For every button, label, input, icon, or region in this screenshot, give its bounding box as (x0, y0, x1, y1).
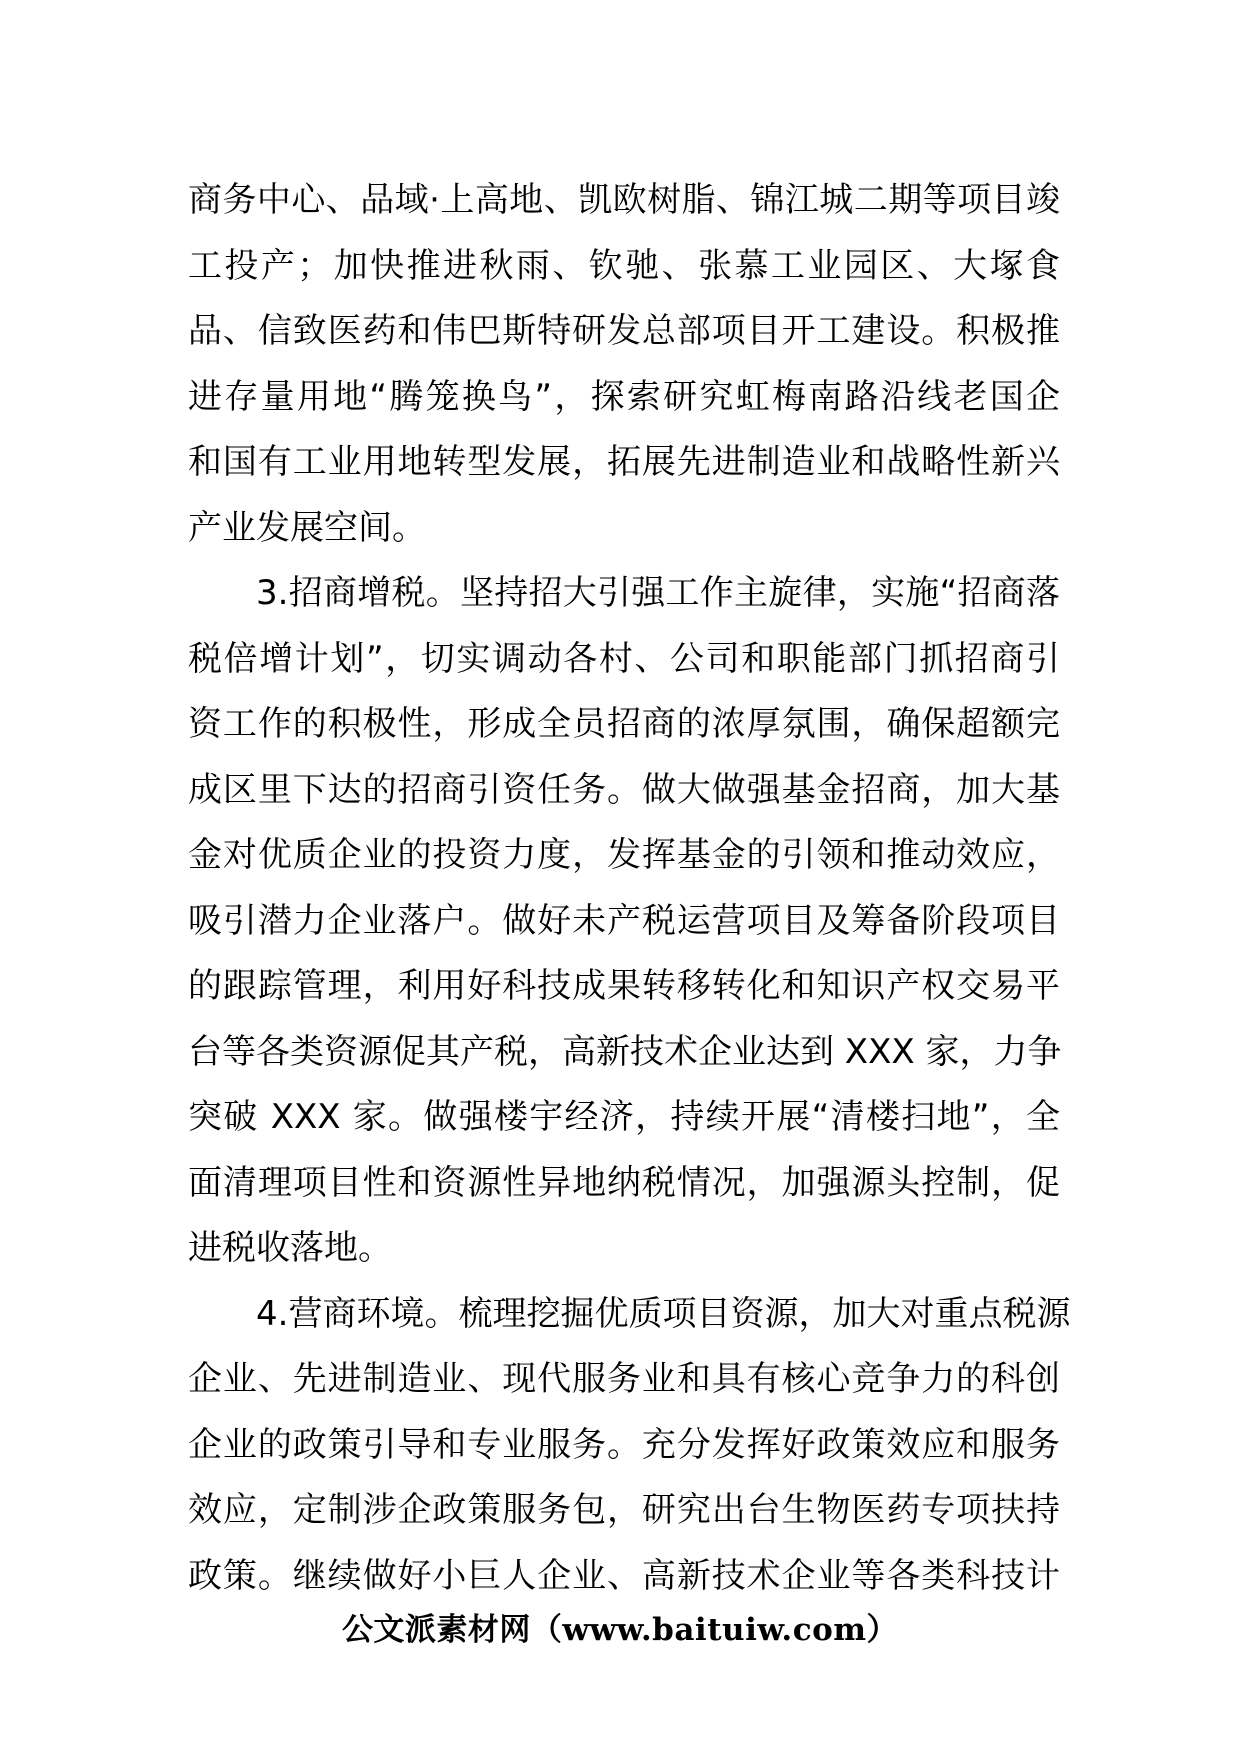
source-footer: 公文派素材网（www.baituiw.com） (341, 1612, 899, 1648)
body-line: 资工作的积极性，形成全员招商的浓厚氛围，确保超额完 (188, 704, 1060, 744)
body-line: 吸引潜力企业落户。做好未产税运营项目及筹备阶段项目 (188, 900, 1060, 941)
body-line: 税倍增计划”，切实调动各村、公司和职能部门抓招商引 (188, 638, 1060, 679)
body-line: 金对优质企业的投资力度，发挥基金的引领和推动效应， (188, 835, 1060, 875)
body-line: 台等各类资源促其产税，高新技术企业达到 XXX 家，力争 (188, 1031, 1062, 1072)
body-line: 面清理项目性和资源性异地纳税情况，加强源头控制，促 (188, 1162, 1060, 1203)
body-line: 3.招商增税。坚持招大引强工作主旋律，实施“招商落 (256, 573, 1060, 613)
body-line: 工投产；加快推进秋雨、钦驰、张慕工业园区、大塚食 (188, 245, 1060, 286)
body-line: 和国有工业用地转型发展，拓展先进制造业和战略性新兴 (188, 442, 1060, 482)
body-line: 品、信致医药和伟巴斯特研发总部项目开工建设。积极推 (188, 311, 1060, 351)
body-line: 进税收落地。 (188, 1228, 392, 1268)
body-line: 进存量用地“腾笼换鸟”，探索研究虹梅南路沿线老国企 (188, 376, 1060, 417)
body-line: 4.营商环境。梳理挖掘优质项目资源，加大对重点税源 (256, 1293, 1071, 1334)
body-line: 产业发展空间。 (188, 507, 426, 548)
body-line: 成区里下达的招商引资任务。做大做强基金招商，加大基 (188, 769, 1060, 810)
body-line: 的跟踪管理，利用好科技成果转移转化和知识产权交易平 (188, 966, 1060, 1006)
body-line: 商务中心、品域·上高地、凯欧树脂、锦江城二期等项目竣 (188, 180, 1060, 220)
body-line: 企业、先进制造业、现代服务业和具有核心竞争力的科创 (188, 1359, 1060, 1399)
body-line: 企业的政策引导和专业服务。充分发挥好政策效应和服务 (188, 1424, 1060, 1465)
body-line: 效应，定制涉企政策服务包，研究出台生物医药专项扶持 (188, 1490, 1060, 1530)
body-line: 突破 XXX 家。做强楼宇经济，持续开展“清楼扫地”，全 (188, 1097, 1060, 1137)
document-body (188, 168, 1071, 1609)
body-line: 政策。继续做好小巨人企业、高新技术企业等各类科技计 (188, 1555, 1060, 1596)
